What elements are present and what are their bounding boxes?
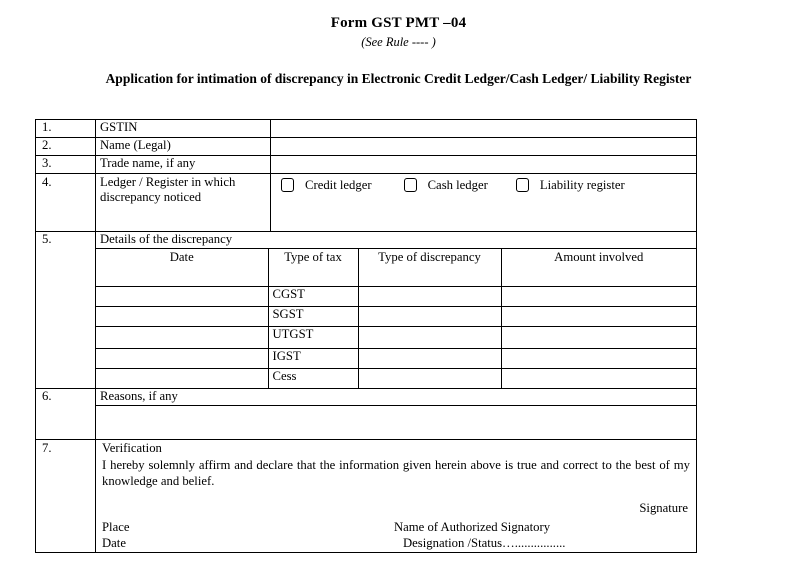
checkbox-icon-liability-register[interactable] (516, 178, 529, 192)
checkbox-icon-credit-ledger[interactable] (281, 178, 294, 192)
cell-discrepancy-cgst[interactable] (358, 287, 501, 307)
cell-tax-cess: Cess (268, 369, 358, 389)
label-place: Place (102, 519, 130, 534)
table-row (96, 349, 696, 369)
cell-amount-igst[interactable] (501, 349, 696, 369)
row-number-7: 7. (36, 440, 96, 553)
label-trade-name: Trade name, if any (96, 156, 271, 174)
label-ledger-register: Ledger / Register in which discrepancy noticed (96, 174, 271, 232)
cell-amount-sgst[interactable] (501, 307, 696, 327)
field-legal-name[interactable] (271, 138, 697, 156)
cell-tax-cgst: CGST (268, 287, 358, 307)
column-header-date: Date (96, 249, 268, 287)
cell-discrepancy-cess[interactable] (358, 369, 501, 389)
option-credit-ledger[interactable] (281, 178, 372, 193)
label-reasons: Reasons, if any (96, 389, 696, 406)
table-row (36, 156, 697, 174)
cell-amount-cgst[interactable] (501, 287, 696, 307)
cell-tax-utgst: UTGST (268, 327, 358, 349)
label-authorized-signatory: Name of Authorized Signatory (394, 519, 551, 534)
verification-declaration: I hereby solemnly affirm and declare that the information given herein above is true and correct to the best of my knowledge and belief. (102, 457, 690, 488)
label-legal-name: Name (Legal) (96, 138, 271, 156)
cell-tax-igst: IGST (268, 349, 358, 369)
table-row (96, 287, 696, 307)
cell-discrepancy-utgst[interactable] (358, 327, 501, 349)
discrepancy-section (96, 232, 697, 389)
table-row (96, 327, 696, 349)
cell-date-cess[interactable] (96, 369, 268, 389)
row-number-1: 1. (36, 120, 96, 138)
field-reasons[interactable] (96, 406, 696, 439)
table-row (36, 120, 697, 138)
option-label-liability-register: Liability register (539, 178, 625, 192)
label-date: Date (102, 536, 126, 551)
gst-pmt-04-form-table (35, 119, 697, 553)
option-label-credit-ledger: Credit ledger (305, 178, 372, 192)
cell-amount-utgst[interactable] (501, 327, 696, 349)
date-designation-row (102, 535, 690, 552)
column-header-amount-involved: Amount involved (501, 249, 696, 287)
label-designation-status: Designation /Status…................ (403, 536, 566, 551)
option-label-cash-ledger: Cash ledger (427, 178, 488, 192)
table-row (36, 138, 697, 156)
form-table-container (35, 119, 697, 553)
see-rule-note: (See Rule ---- ) (361, 35, 436, 49)
row-number-3: 3. (36, 156, 96, 174)
verification-section (96, 440, 697, 553)
cell-date-igst[interactable] (96, 349, 268, 369)
place-signatory-row (102, 519, 690, 536)
row-number-5: 5. (36, 232, 96, 389)
column-header-type-of-discrepancy: Type of discrepancy (358, 249, 501, 287)
cell-date-utgst[interactable] (96, 327, 268, 349)
reasons-section (96, 389, 697, 440)
table-row (96, 307, 696, 327)
table-row (36, 174, 697, 232)
label-gstin: GSTIN (96, 120, 271, 138)
table-row (96, 369, 696, 389)
cell-date-sgst[interactable] (96, 307, 268, 327)
discrepancy-section-title: Details of the discrepancy (96, 232, 696, 249)
table-header-row (96, 249, 696, 287)
verification-title: Verification (102, 441, 162, 455)
table-row (36, 232, 697, 389)
field-trade-name[interactable] (271, 156, 697, 174)
cell-discrepancy-sgst[interactable] (358, 307, 501, 327)
cell-discrepancy-igst[interactable] (358, 349, 501, 369)
cell-date-cgst[interactable] (96, 287, 268, 307)
option-cash-ledger[interactable] (404, 178, 488, 193)
field-gstin[interactable] (271, 120, 697, 138)
table-row (36, 389, 697, 440)
option-liability-register[interactable] (516, 178, 625, 193)
discrepancy-details-table (96, 249, 696, 388)
form-title: Form GST PMT –04 (330, 15, 467, 31)
row-number-6: 6. (36, 389, 96, 440)
signature-label: Signature (639, 500, 688, 515)
row-number-4: 4. (36, 174, 96, 232)
row-number-2: 2. (36, 138, 96, 156)
column-header-type-of-tax: Type of tax (268, 249, 358, 287)
table-row (36, 440, 697, 553)
document-header (0, 0, 797, 88)
checkbox-icon-cash-ledger[interactable] (404, 178, 417, 192)
application-title: Application for intimation of discrepancy in Electronic Credit Ledger/Cash Ledger/ Liability Register (105, 71, 692, 86)
cell-tax-sgst: SGST (268, 307, 358, 327)
ledger-options-cell (271, 174, 697, 232)
cell-amount-cess[interactable] (501, 369, 696, 389)
